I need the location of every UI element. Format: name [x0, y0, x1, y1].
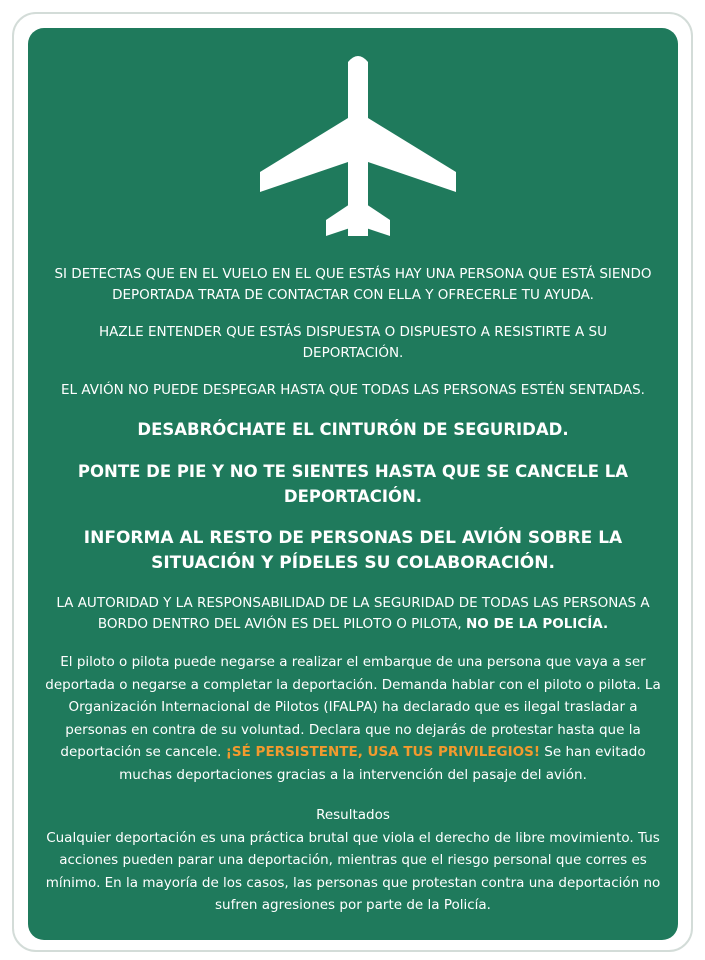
pilot-text-after: Se han evitado muchas deportaciones gracias a la intervención del pasaje del avión. [119, 744, 646, 783]
authority-paragraph [36, 593, 670, 635]
action-stand-up: PONTE DE PIE Y NO TE SIENTES HASTA QUE SE CANCELE LA DEPORTACIÓN. [77, 462, 629, 506]
results-text: Cualquier deportación es una práctica brutal que viola el derecho de libre movimiento. Tus acciones pueden parar una deportación, mientras que el riesgo personal que corres es mínimo. En la mayoría de los casos, las personas que protestan contra una deportación no sufren agresiones por parte de la Policía. [45, 829, 661, 913]
pilot-paragraph [36, 651, 670, 786]
persistence-emphasis: ¡SÉ PERSISTENTE, USA TUS PRIVILEGIOS! [225, 744, 541, 760]
intro-paragraph-3: EL AVIÓN NO PUEDE DESPEGAR HASTA QUE TODAS LAS PERSONAS ESTÉN SENTADAS. [61, 382, 645, 398]
action-inform-passengers: INFORMA AL RESTO DE PERSONAS DEL AVIÓN SOBRE LA SITUACIÓN Y PÍDELES SU COLABORACIÓN. [83, 528, 623, 573]
authority-text: LA AUTORIDAD Y LA RESPONSABILIDAD DE LA SEGURIDAD DE TODAS LAS PERSONAS A BORDO DENTRO DEL AVIÓN ES DEL PILOTO O PILOTA, [56, 595, 650, 632]
results-paragraph [36, 804, 670, 917]
intro-paragraph-1: SI DETECTAS QUE EN EL VUELO EN EL QUE ESTÁS HAY UNA PERSONA QUE ESTÁ SIENDO DEPORTADA TRATA DE CONTACTAR CON ELLA Y OFRECERLE TU AYUDA. [54, 266, 652, 303]
action-unbuckle: DESABRÓCHATE EL CINTURÓN DE SEGURIDAD. [137, 420, 569, 439]
deportation-sign [28, 28, 678, 940]
pilot-text-before: El piloto o pilota puede negarse a realizar el embarque de una persona que vaya a ser deportada o negarse a completar la deportación. Demanda hablar con el piloto o pilota. La Organización Internacional de Pilotos (IFALPA) ha declarado que es ilegal trasladar a personas en contra de su voluntad. Declara que no dejarás de protestar hasta que la deportación se cancele. [45, 654, 661, 760]
airplane-icon [260, 50, 456, 242]
sign-content [36, 264, 670, 935]
intro-paragraph-2: HAZLE ENTENDER QUE ESTÁS DISPUESTA O DISPUESTO A RESISTIRTE A SU DEPORTACIÓN. [99, 324, 607, 361]
results-heading: Resultados [316, 807, 390, 823]
authority-emphasis: NO DE LA POLICÍA. [465, 616, 609, 632]
